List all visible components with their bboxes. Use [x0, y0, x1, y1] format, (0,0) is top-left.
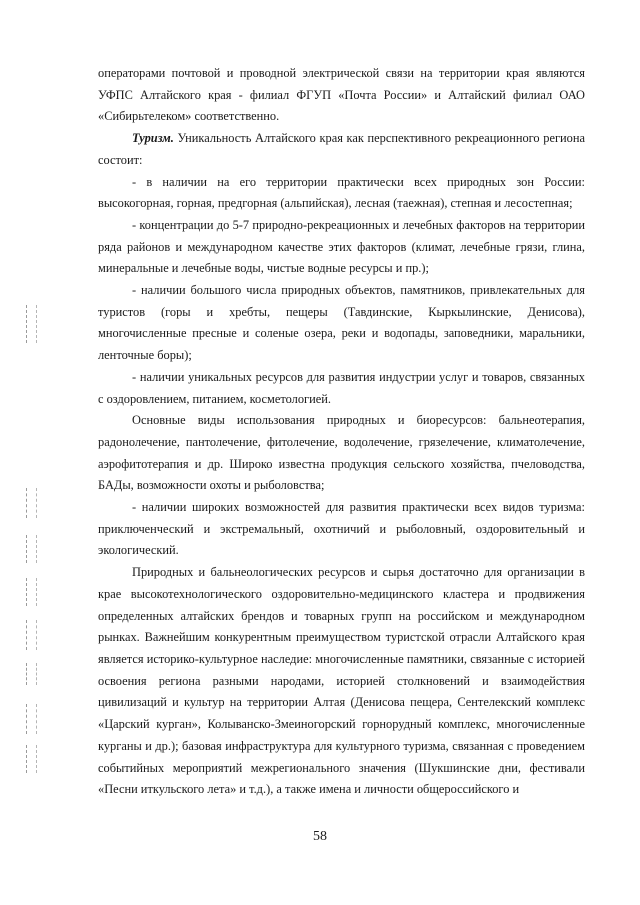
margin-mark	[26, 620, 37, 650]
paragraph-9: Природных и бальнеологических ресурсов и сырья достаточно для организации в крае высокотехнологического оздоровительно-медицинского кластера и продвижения определенных алтайских брендов и товарных групп на российском и международном рынках. Важнейшим конкурентным преимуществом туристской отрасли Алтайского края является историко-культурное наследие: многочисленные памятники, связанные с историей освоения региона разными народами, историей столкновений и взаимодействия цивилизаций и культур на территории Алтая (Денисова пещера, Сентелекский комплекс «Царский курган», Колыванско-Змеиногорский горнорудный комплекс, многочисленные курганы и др.); базовая инфраструктура для культурного туризма, связанная с проведением событийных мероприятий межрегионального значения (Шукшинские дни, фестивали «Песни иткульского лета» и т.д.), а также имена и личности общероссийского и	[98, 565, 585, 797]
margin-mark	[26, 704, 37, 734]
text-body	[98, 63, 585, 801]
paragraph-6: - наличии уникальных ресурсов для развития индустрии услуг и товаров, связанных с оздоровлением, питанием, косметологией.	[98, 369, 585, 406]
paragraph-2: Туризм. Уникальность Алтайского края как перспективного рекреационного региона состоит:	[98, 131, 585, 167]
paragraph-3: - в наличии на его территории практически всех природных зон России: высокогорная, горная, предгорная (альпийская), лесная (таежная), степная и лесостепная;	[98, 174, 585, 211]
scan-margin-marks	[22, 0, 42, 905]
margin-mark	[26, 663, 37, 685]
paragraph-1: операторами почтовой и проводной электрической связи на территории края являются УФПС Алтайского края - филиал ФГУП «Почта России» и Алтайский филиал ОАО «Сибирьтелеком» соответственно.	[98, 66, 585, 124]
margin-mark	[26, 535, 37, 563]
paragraph-7: Основные виды использования природных и биоресурсов: бальнеотерапия, радонолечение, пантолечение, фитолечение, водолечение, грязелечение, климатолечение, аэрофитотерапия и др. Широко известна продукция сельского хозяйства, пчеловодства, БАДы, возможности охоты и рыболовства;	[98, 413, 585, 493]
section-lead-tourism: Туризм.	[132, 131, 174, 146]
paragraph-4: - концентрации до 5-7 природно-рекреационных и лечебных факторов на территории ряда районов и международном качестве этих факторов (климат, лечебные грязи, глина, минеральные и лечебные воды, чистые водные ресурсы и пр.);	[98, 217, 585, 276]
page-number: 58	[313, 829, 327, 844]
margin-mark	[26, 305, 37, 343]
margin-mark	[26, 578, 37, 606]
margin-mark	[26, 488, 37, 518]
paragraph-5: - наличии большого числа природных объектов, памятников, привлекательных для туристов (горы и хребты, пещеры (Тавдинские, Кыркылинские, Денисова), многочисленные пресные и соленые озера, реки и водопады, заповедники, маральники, ленточные боры);	[98, 283, 585, 363]
margin-mark	[26, 745, 37, 773]
paragraph-8: - наличии широких возможностей для развития практически всех видов туризма: приключенческий и экстремальный, охотничий и рыболовный, оздоровительный и экологический.	[98, 500, 585, 558]
